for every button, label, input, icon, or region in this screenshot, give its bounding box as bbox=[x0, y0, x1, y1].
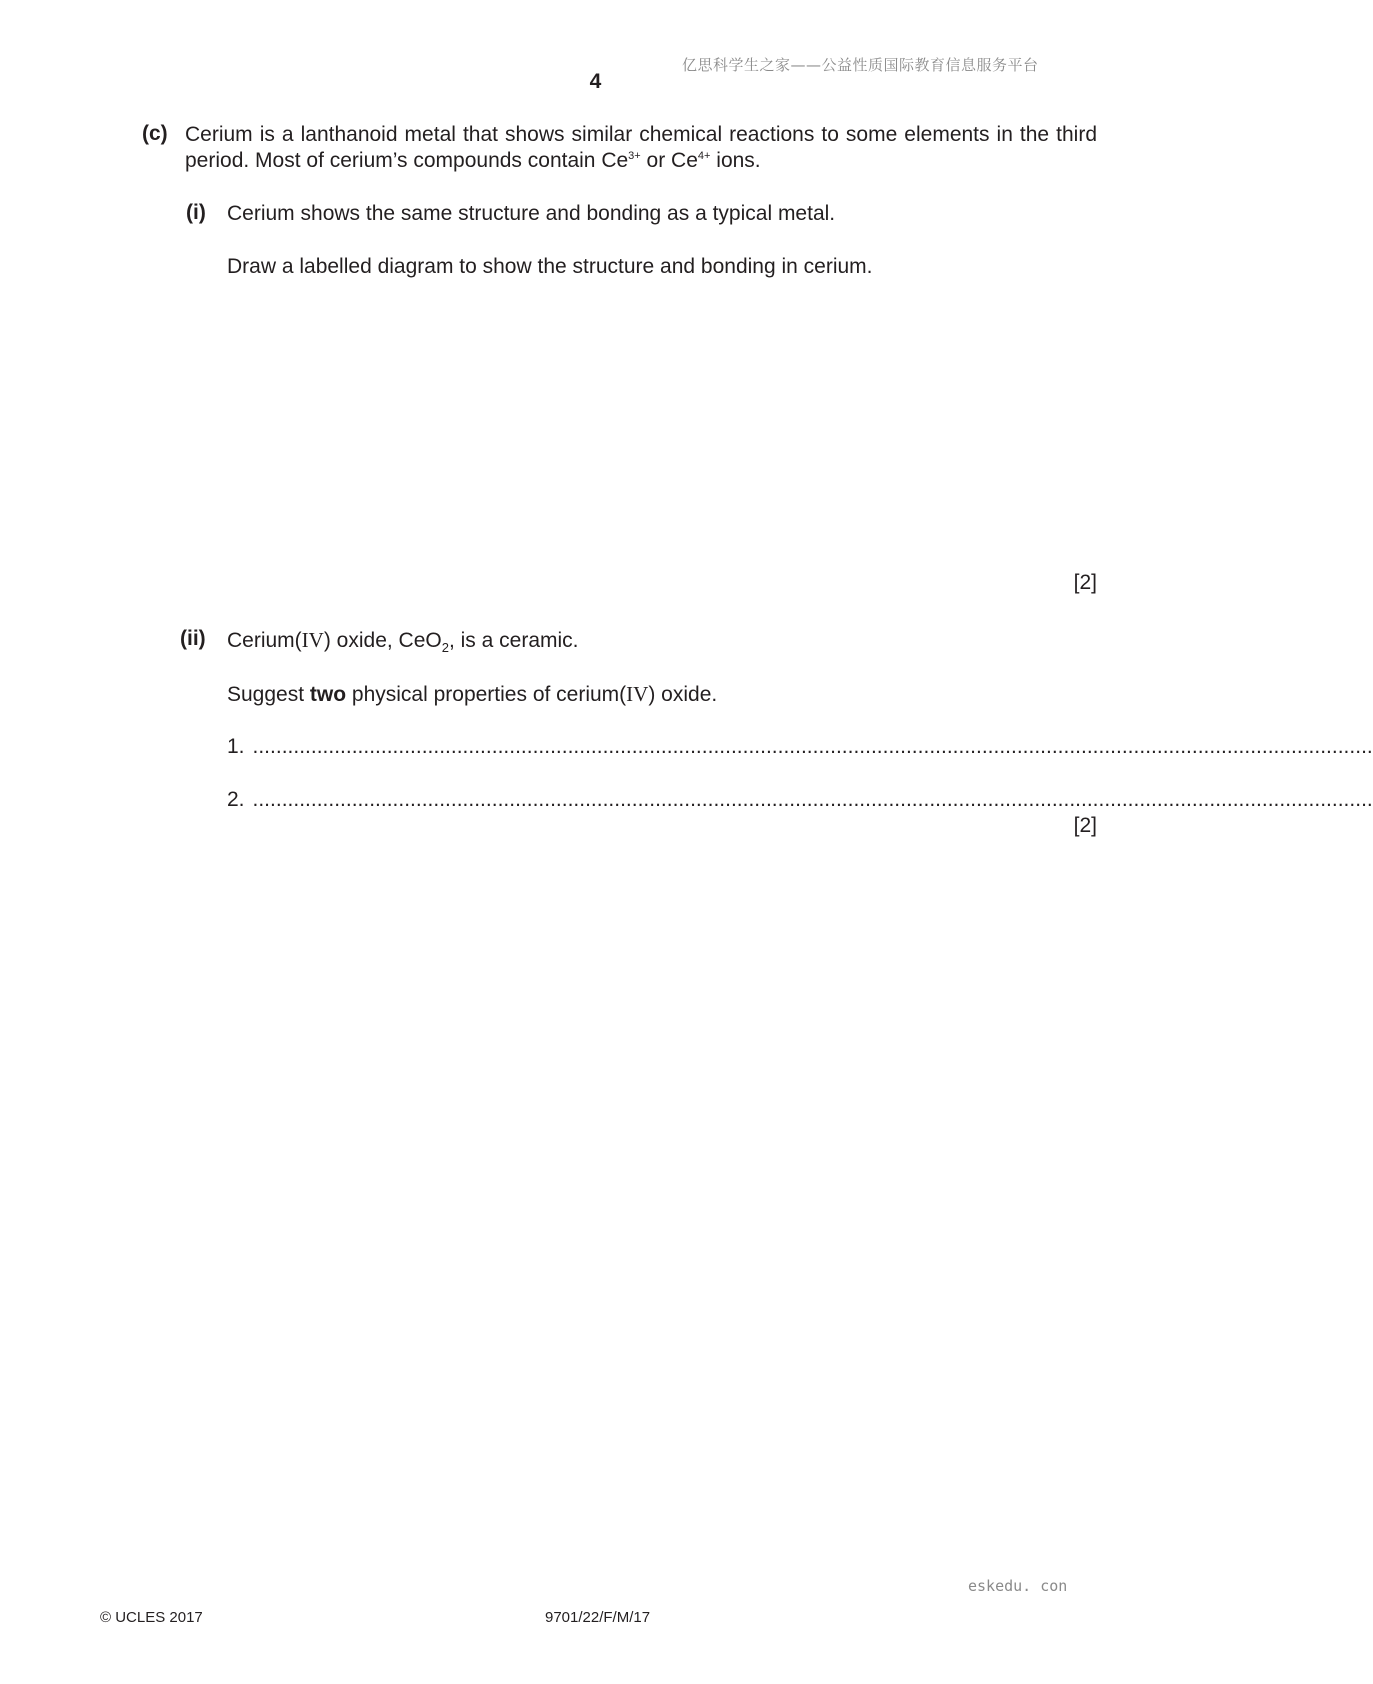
answer-line-1[interactable] bbox=[227, 735, 1373, 759]
question-c-label: (c) bbox=[142, 122, 168, 145]
question-c-text-part1: Cerium is a lanthanoid metal that shows similar chemical reactions to some elements in the third period. Most of cerium’s compounds contain Ce bbox=[185, 123, 1097, 172]
emphasis-two: two bbox=[309, 683, 347, 706]
roman-numeral-2: IV bbox=[626, 682, 649, 706]
question-c-text bbox=[185, 122, 1097, 174]
part-ii-marks: [2] bbox=[1073, 814, 1097, 837]
answer-2-number: 2. bbox=[227, 788, 245, 811]
answer-2-dots: ................................................................................................................................................................................................ bbox=[252, 788, 1373, 811]
question-c-text-part2: or Ce bbox=[640, 149, 698, 172]
part-ii-line1-a: Cerium( bbox=[227, 629, 302, 652]
part-ii-line2-b: physical properties of cerium( bbox=[346, 683, 627, 706]
part-ii-line2-c: ) oxide. bbox=[648, 683, 718, 706]
diagram-drawing-area[interactable] bbox=[227, 290, 1097, 560]
part-i-label: (i) bbox=[186, 201, 206, 224]
part-ii-line1-c: , is a ceramic. bbox=[448, 629, 579, 652]
oxygen-subscript: 2 bbox=[441, 640, 449, 655]
part-i-instruction: Draw a labelled diagram to show the structure and bonding in cerium. bbox=[227, 255, 873, 278]
watermark-text: 亿思科学生之家——公益性质国际教育信息服务平台 bbox=[682, 56, 1039, 74]
part-ii-line2-a: Suggest bbox=[227, 683, 310, 706]
footer-copyright: © UCLES 2017 bbox=[100, 1609, 203, 1626]
part-ii-line1 bbox=[227, 627, 579, 654]
part-i-line1: Cerium shows the same structure and bonding as a typical metal. bbox=[227, 202, 836, 225]
part-ii-instruction bbox=[227, 681, 717, 708]
part-ii-line1-b: ) oxide, CeO bbox=[323, 629, 442, 652]
site-watermark: eskedu. con bbox=[968, 1577, 1068, 1595]
part-ii-label: (ii) bbox=[180, 627, 206, 650]
roman-numeral: IV bbox=[301, 628, 324, 652]
footer-paper-code: 9701/22/F/M/17 bbox=[545, 1609, 651, 1626]
page-number: 4 bbox=[589, 70, 602, 93]
question-c-text-part3: ions. bbox=[710, 149, 761, 172]
answer-1-number: 1. bbox=[227, 735, 245, 758]
answer-1-dots: ................................................................................................................................................................................................ bbox=[252, 735, 1373, 758]
ce3-charge: 3+ bbox=[628, 150, 641, 162]
ce4-charge: 4+ bbox=[697, 150, 711, 162]
answer-line-2[interactable] bbox=[227, 788, 1373, 812]
part-i-marks: [2] bbox=[1073, 571, 1097, 594]
